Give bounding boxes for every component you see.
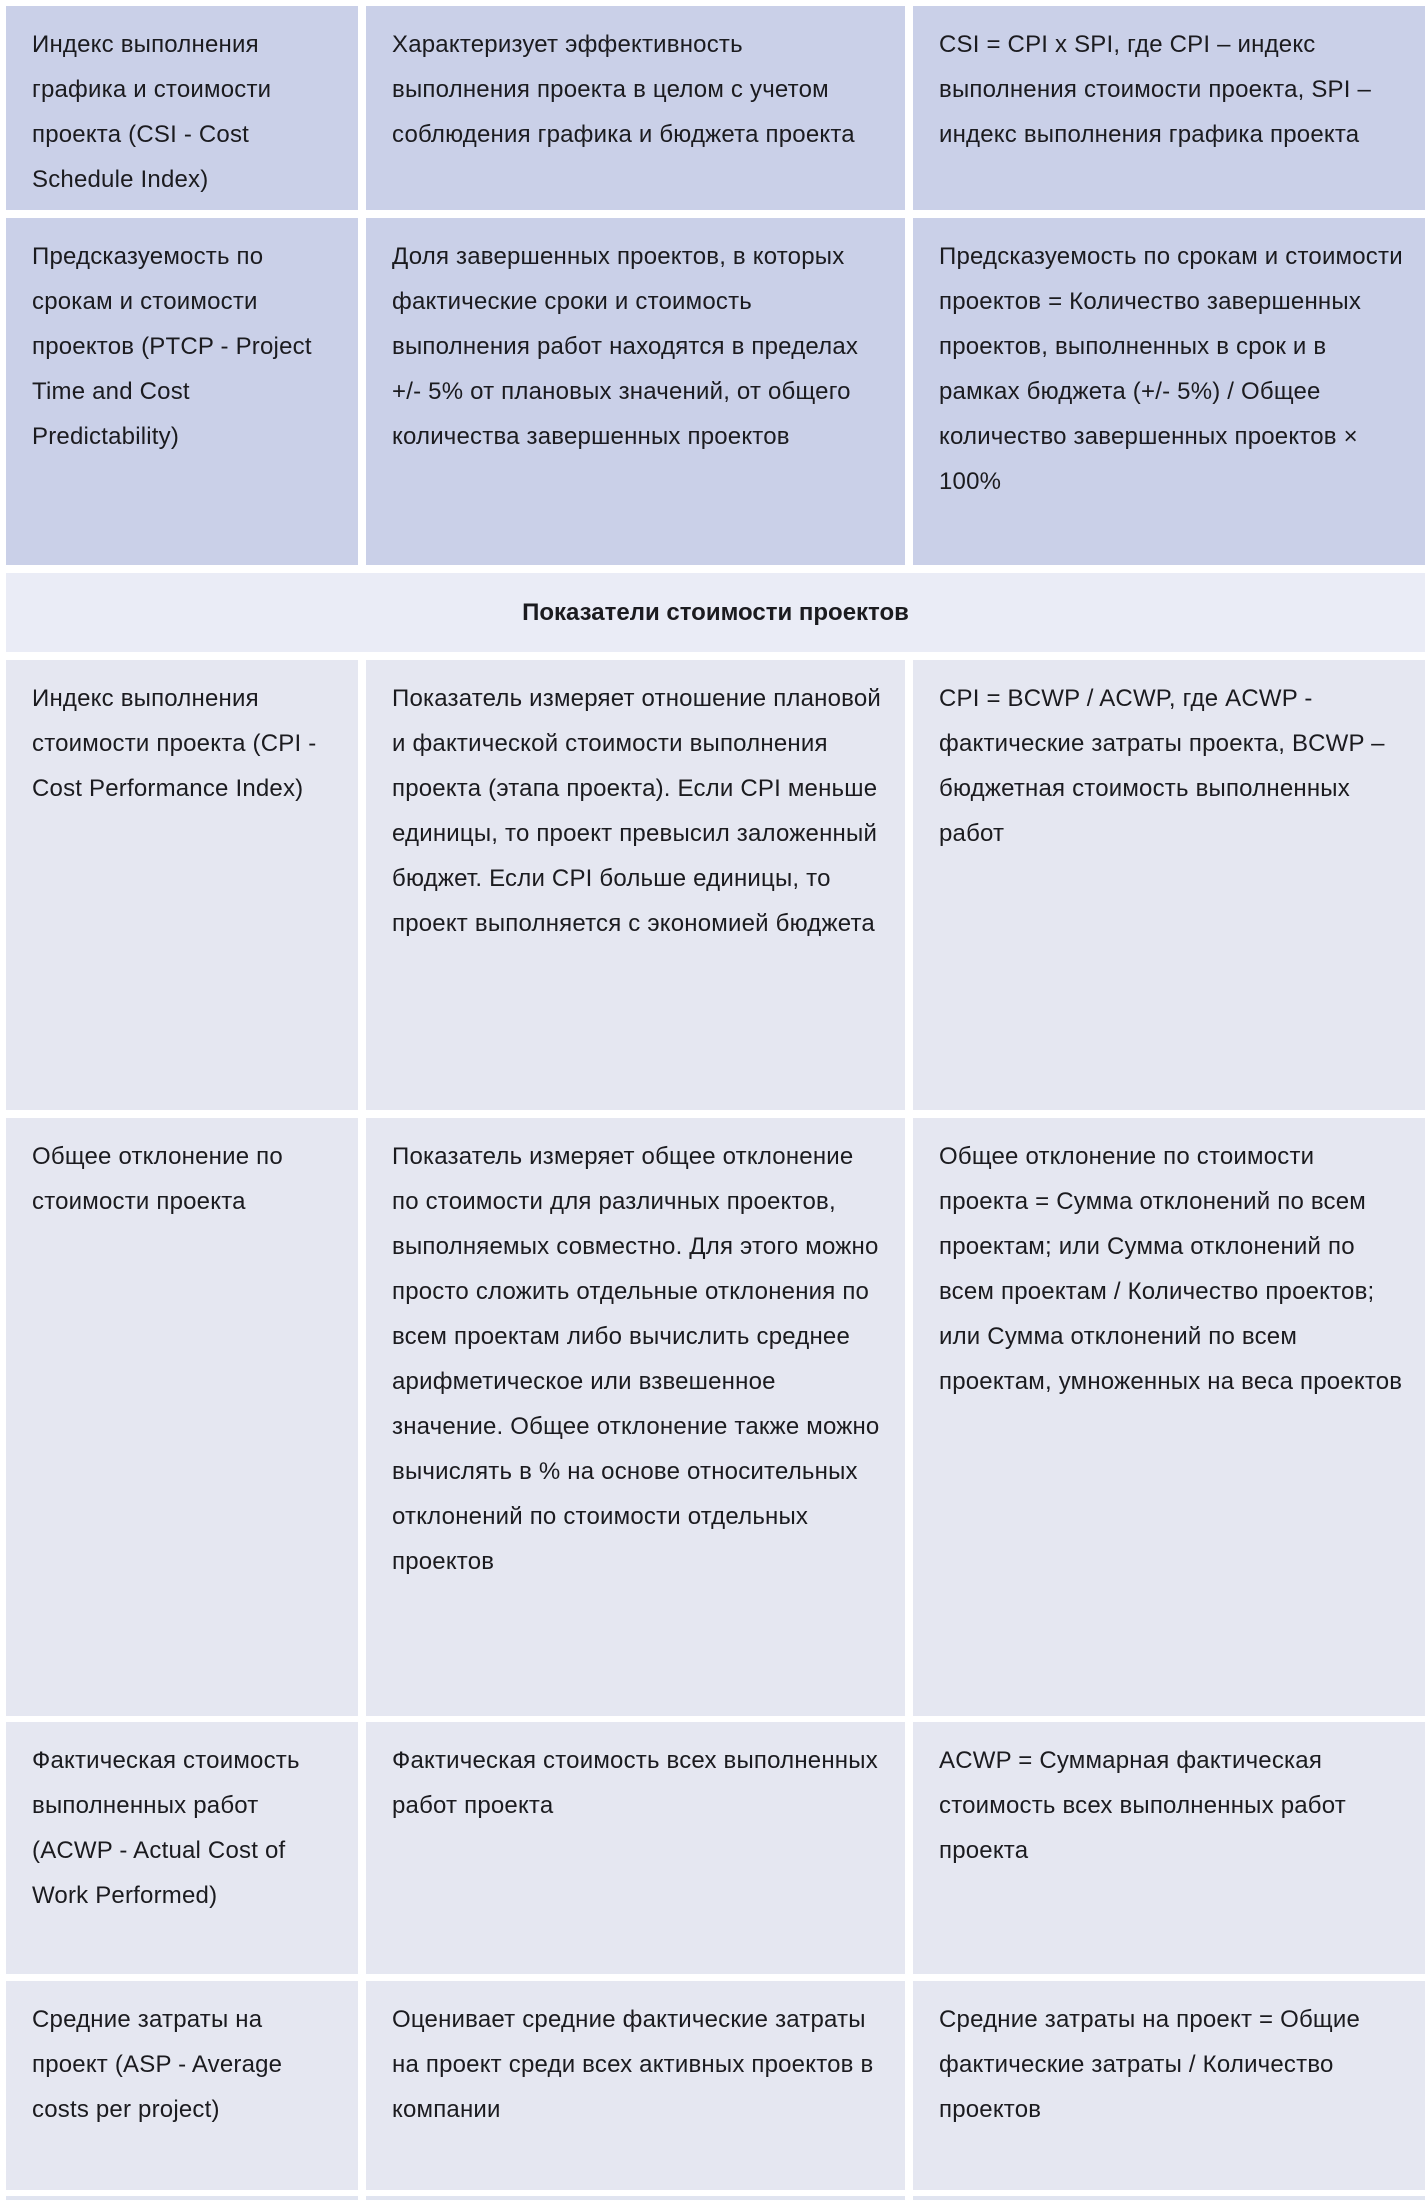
metric-formula-cell — [913, 218, 1425, 565]
partial-cell — [6, 2196, 358, 2200]
table-row — [0, 218, 1425, 565]
table-row — [0, 6, 1425, 210]
metric-description-text: Доля завершенных проектов, в которых фактические сроки и стоимость выполнения работ находятся в пределах +/- 5% от плановых значений, от общего количества завершенных проектов — [392, 243, 859, 450]
metric-description-text: Характеризует эффективность выполнения проекта в целом с учетом соблюдения графика и бюджета проекта — [392, 31, 855, 148]
metric-formula-text: ACWP = Суммарная фактическая стоимость всех выполненных работ проекта — [939, 1747, 1346, 1864]
metric-formula-cell — [913, 1981, 1425, 2190]
partial-cell — [913, 2196, 1425, 2200]
metric-formula-cell — [913, 6, 1425, 210]
section-header-text: Показатели стоимости проектов — [522, 598, 909, 626]
partial-cell — [366, 2196, 905, 2200]
metric-description-text: Показатель измеряет отношение плановой и фактической стоимости выполнения проекта (этапа проекта). Если CPI меньше единицы, то проект превысил заложенный бюджет. Если CPI больше единицы, то проект выполняется с экономией бюджета — [392, 685, 881, 937]
metric-name-text: Индекс выполнения стоимости проекта (CPI - Cost Performance Index) — [32, 685, 317, 802]
metric-description-cell — [366, 1118, 905, 1716]
metric-name-text: Предсказуемость по срокам и стоимости проектов (PTCP - Project Time and Cost Predictability) — [32, 243, 312, 450]
table-row — [0, 1722, 1425, 1974]
metric-formula-text: Общее отклонение по стоимости проекта = Сумма отклонений по всем проектам; или Сумма отклонений по всем проектам / Количество проектов; или Сумма отклонений по всем проектам, умноженных на веса проектов — [939, 1143, 1403, 1395]
metric-formula-text: CPI = BCWP / ACWP, где ACWP - фактические затраты проекта, BCWP – бюджетная стоимость выполненных работ — [939, 685, 1385, 847]
metric-description-cell — [366, 218, 905, 565]
metric-name-cell — [6, 1118, 358, 1716]
metric-name-text: Индекс выполнения графика и стоимости проекта (CSI - Cost Schedule Index) — [32, 31, 272, 193]
metric-description-cell — [366, 660, 905, 1110]
table-row — [0, 1118, 1425, 1716]
table-row — [0, 573, 1425, 652]
metric-description-cell — [366, 1722, 905, 1974]
metric-name-text: Средние затраты на проект (ASP - Average costs per project) — [32, 2006, 283, 2123]
metric-formula-cell — [913, 1722, 1425, 1974]
metric-name-cell — [6, 6, 358, 210]
metric-description-cell — [366, 1981, 905, 2190]
metric-description-text: Оценивает средние фактические затраты на проект среди всех активных проектов в компании — [392, 2006, 874, 2123]
table-row-partial — [0, 2196, 1425, 2200]
metric-formula-text: CSI = CPI x SPI, где CPI – индекс выполнения стоимости проекта, SPI – индекс выполнения графика проекта — [939, 31, 1372, 148]
metric-name-cell — [6, 218, 358, 565]
metric-formula-text: Предсказуемость по срокам и стоимости проектов = Количество завершенных проектов, выполненных в срок и в рамках бюджета (+/- 5%) / Общее количество завершенных проектов × 100% — [939, 243, 1403, 495]
table-row — [0, 660, 1425, 1110]
metric-name-cell — [6, 660, 358, 1110]
metric-formula-cell — [913, 660, 1425, 1110]
metric-description-cell — [366, 6, 905, 210]
metric-name-text: Фактическая стоимость выполненных работ (ACWP - Actual Cost of Work Performed) — [32, 1747, 300, 1909]
metric-description-text: Фактическая стоимость всех выполненных работ проекта — [392, 1747, 878, 1819]
metric-description-text: Показатель измеряет общее отклонение по стоимости для различных проектов, выполняемых совместно. Для этого можно просто сложить отдельные отклонения по всем проектам либо вычислить среднее арифметическое или взвешенное значение. Общее отклонение также можно вычислять в % на основе относительных отклонений по стоимости отдельных проектов — [392, 1143, 880, 1575]
metric-name-cell — [6, 1981, 358, 2190]
metric-formula-text: Средние затраты на проект = Общие фактические затраты / Количество проектов — [939, 2006, 1361, 2123]
metric-formula-cell — [913, 1118, 1425, 1716]
table-row — [0, 1981, 1425, 2190]
section-header-cell — [6, 573, 1425, 652]
metric-name-cell — [6, 1722, 358, 1974]
metric-name-text: Общее отклонение по стоимости проекта — [32, 1143, 283, 1215]
